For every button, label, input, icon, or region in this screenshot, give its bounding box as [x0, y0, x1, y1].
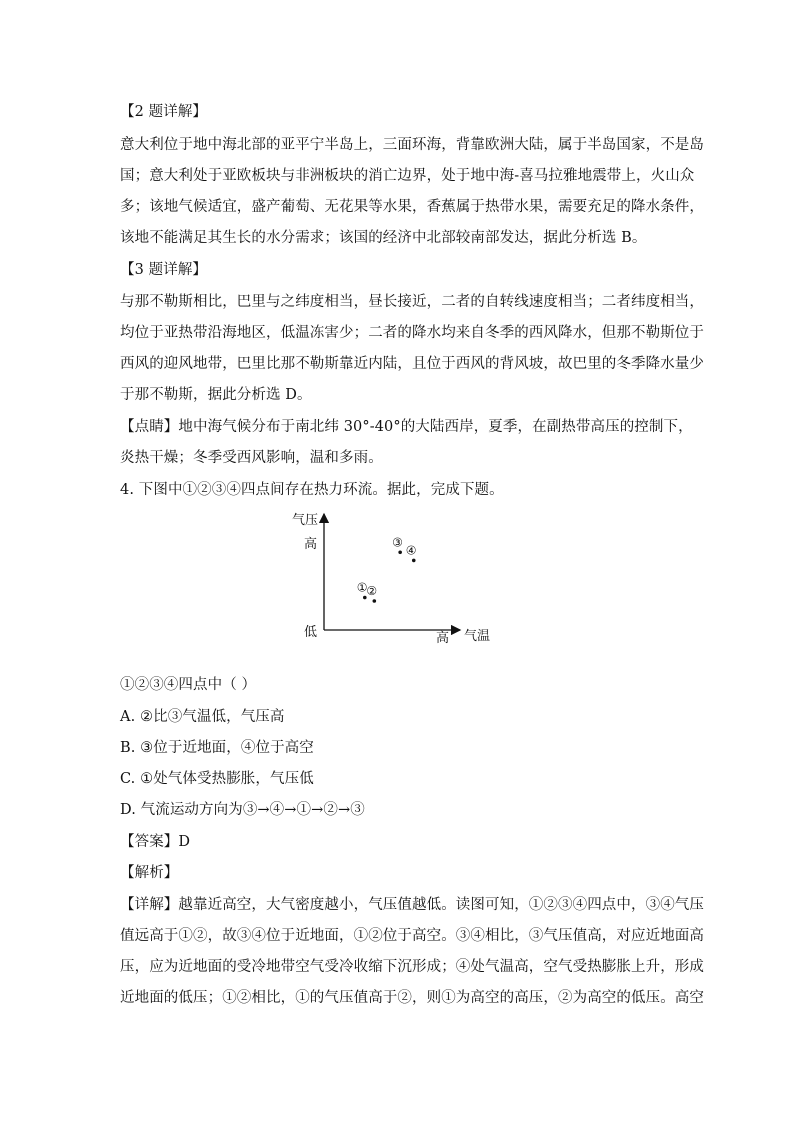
point-label: ③: [392, 535, 403, 550]
figure-svg: [288, 508, 508, 648]
point-label: ④: [405, 543, 417, 558]
option-a: A. ②比③气温低，气压高: [120, 709, 285, 725]
section-heading-q2: 【2 题详解】: [120, 104, 208, 120]
paragraph-line: 多；该地气候适宜，盛产葡萄、无花果等水果，香蕉属于热带水果，需要充足的降水条件，: [120, 199, 704, 215]
paragraph-line: 与那不勒斯相比，巴里与之纬度相当，昼长接近，二者的自转线速度相当；二者纬度相当，: [120, 294, 704, 310]
paragraph-line: 于那不勒斯，据此分析选 D。: [120, 387, 312, 403]
section-heading-q3: 【3 题详解】: [120, 262, 208, 278]
x-tick-high: 高: [436, 631, 450, 646]
x-axis-label: 气温: [464, 629, 491, 644]
option-c: C. ①处气体受热膨胀，气压低: [120, 771, 314, 787]
y-tick-high: 高: [304, 537, 318, 552]
point-label: ①: [356, 580, 368, 595]
points-layer: [357, 535, 417, 603]
paragraph-line: 【详解】越靠近高空，大气密度越小，气压值越低。读图可知，①②③④四点中，③④气压: [120, 897, 704, 913]
paragraph-line: 压，应为近地面的受冷地带空气受冷收缩下沉形成；④处气温高，空气受热膨胀上升，形成: [120, 959, 704, 975]
option-b: B. ③位于近地面，④位于高空: [120, 740, 314, 756]
paragraph-line: 炎热干燥；冬季受西风影响，温和多雨。: [120, 450, 383, 466]
tip-heading-line: 【点睛】地中海气候分布于南北纬 30°-40°的大陆西岸，夏季，在副热带高压的控制下，: [120, 419, 693, 435]
point-label: ②: [366, 584, 378, 598]
paragraph-line: 西风的迎风地带，巴里比那不勒斯靠近内陆，且位于西风的背风坡，故巴里的冬季降水量少: [120, 356, 704, 372]
paragraph-line: 近地面的低压；①②相比，①的气压值高于②，则①为高空的高压，②为高空的低压。高空: [120, 990, 704, 1006]
paragraph-line: 意大利位于地中海北部的亚平宁半岛上，三面环海，背靠欧洲大陆，属于半岛国家，不是岛: [120, 137, 704, 153]
pressure-temperature-figure: [288, 508, 508, 648]
paragraph-line: 均位于亚热带沿海地区，低温冻害少；二者的降水均来自冬季的西风降水，但那不勒斯位于: [120, 325, 704, 341]
data-point: [412, 559, 416, 563]
data-point: [398, 550, 402, 554]
analysis-heading: 【解析】: [120, 865, 179, 881]
answer-label: 【答案】D: [120, 834, 191, 850]
option-d: D. 气流运动方向为③→④→①→②→③: [120, 802, 365, 818]
paragraph-line: 值远高于①②，故③④位于近地面，①②位于高空。③④相比，③气压值高，对应近地面高: [120, 928, 704, 944]
y-axis-label: 气压: [292, 513, 319, 528]
question-4-prompt: ①②③④四点中（ ）: [120, 677, 257, 693]
paragraph-line: 该地不能满足其生长的水分需求；该国的经济中北部较南部发达，据此分析选 B。: [120, 230, 647, 246]
question-4-stem: 4. 下图中①②③④四点间存在热力环流。据此，完成下题。: [120, 482, 504, 498]
y-tick-low: 低: [304, 625, 318, 640]
data-point: [373, 599, 377, 603]
paragraph-line: 国；意大利处于亚欧板块与非洲板块的消亡边界，处于地中海-喜马拉雅地震带上，火山众: [120, 168, 695, 184]
